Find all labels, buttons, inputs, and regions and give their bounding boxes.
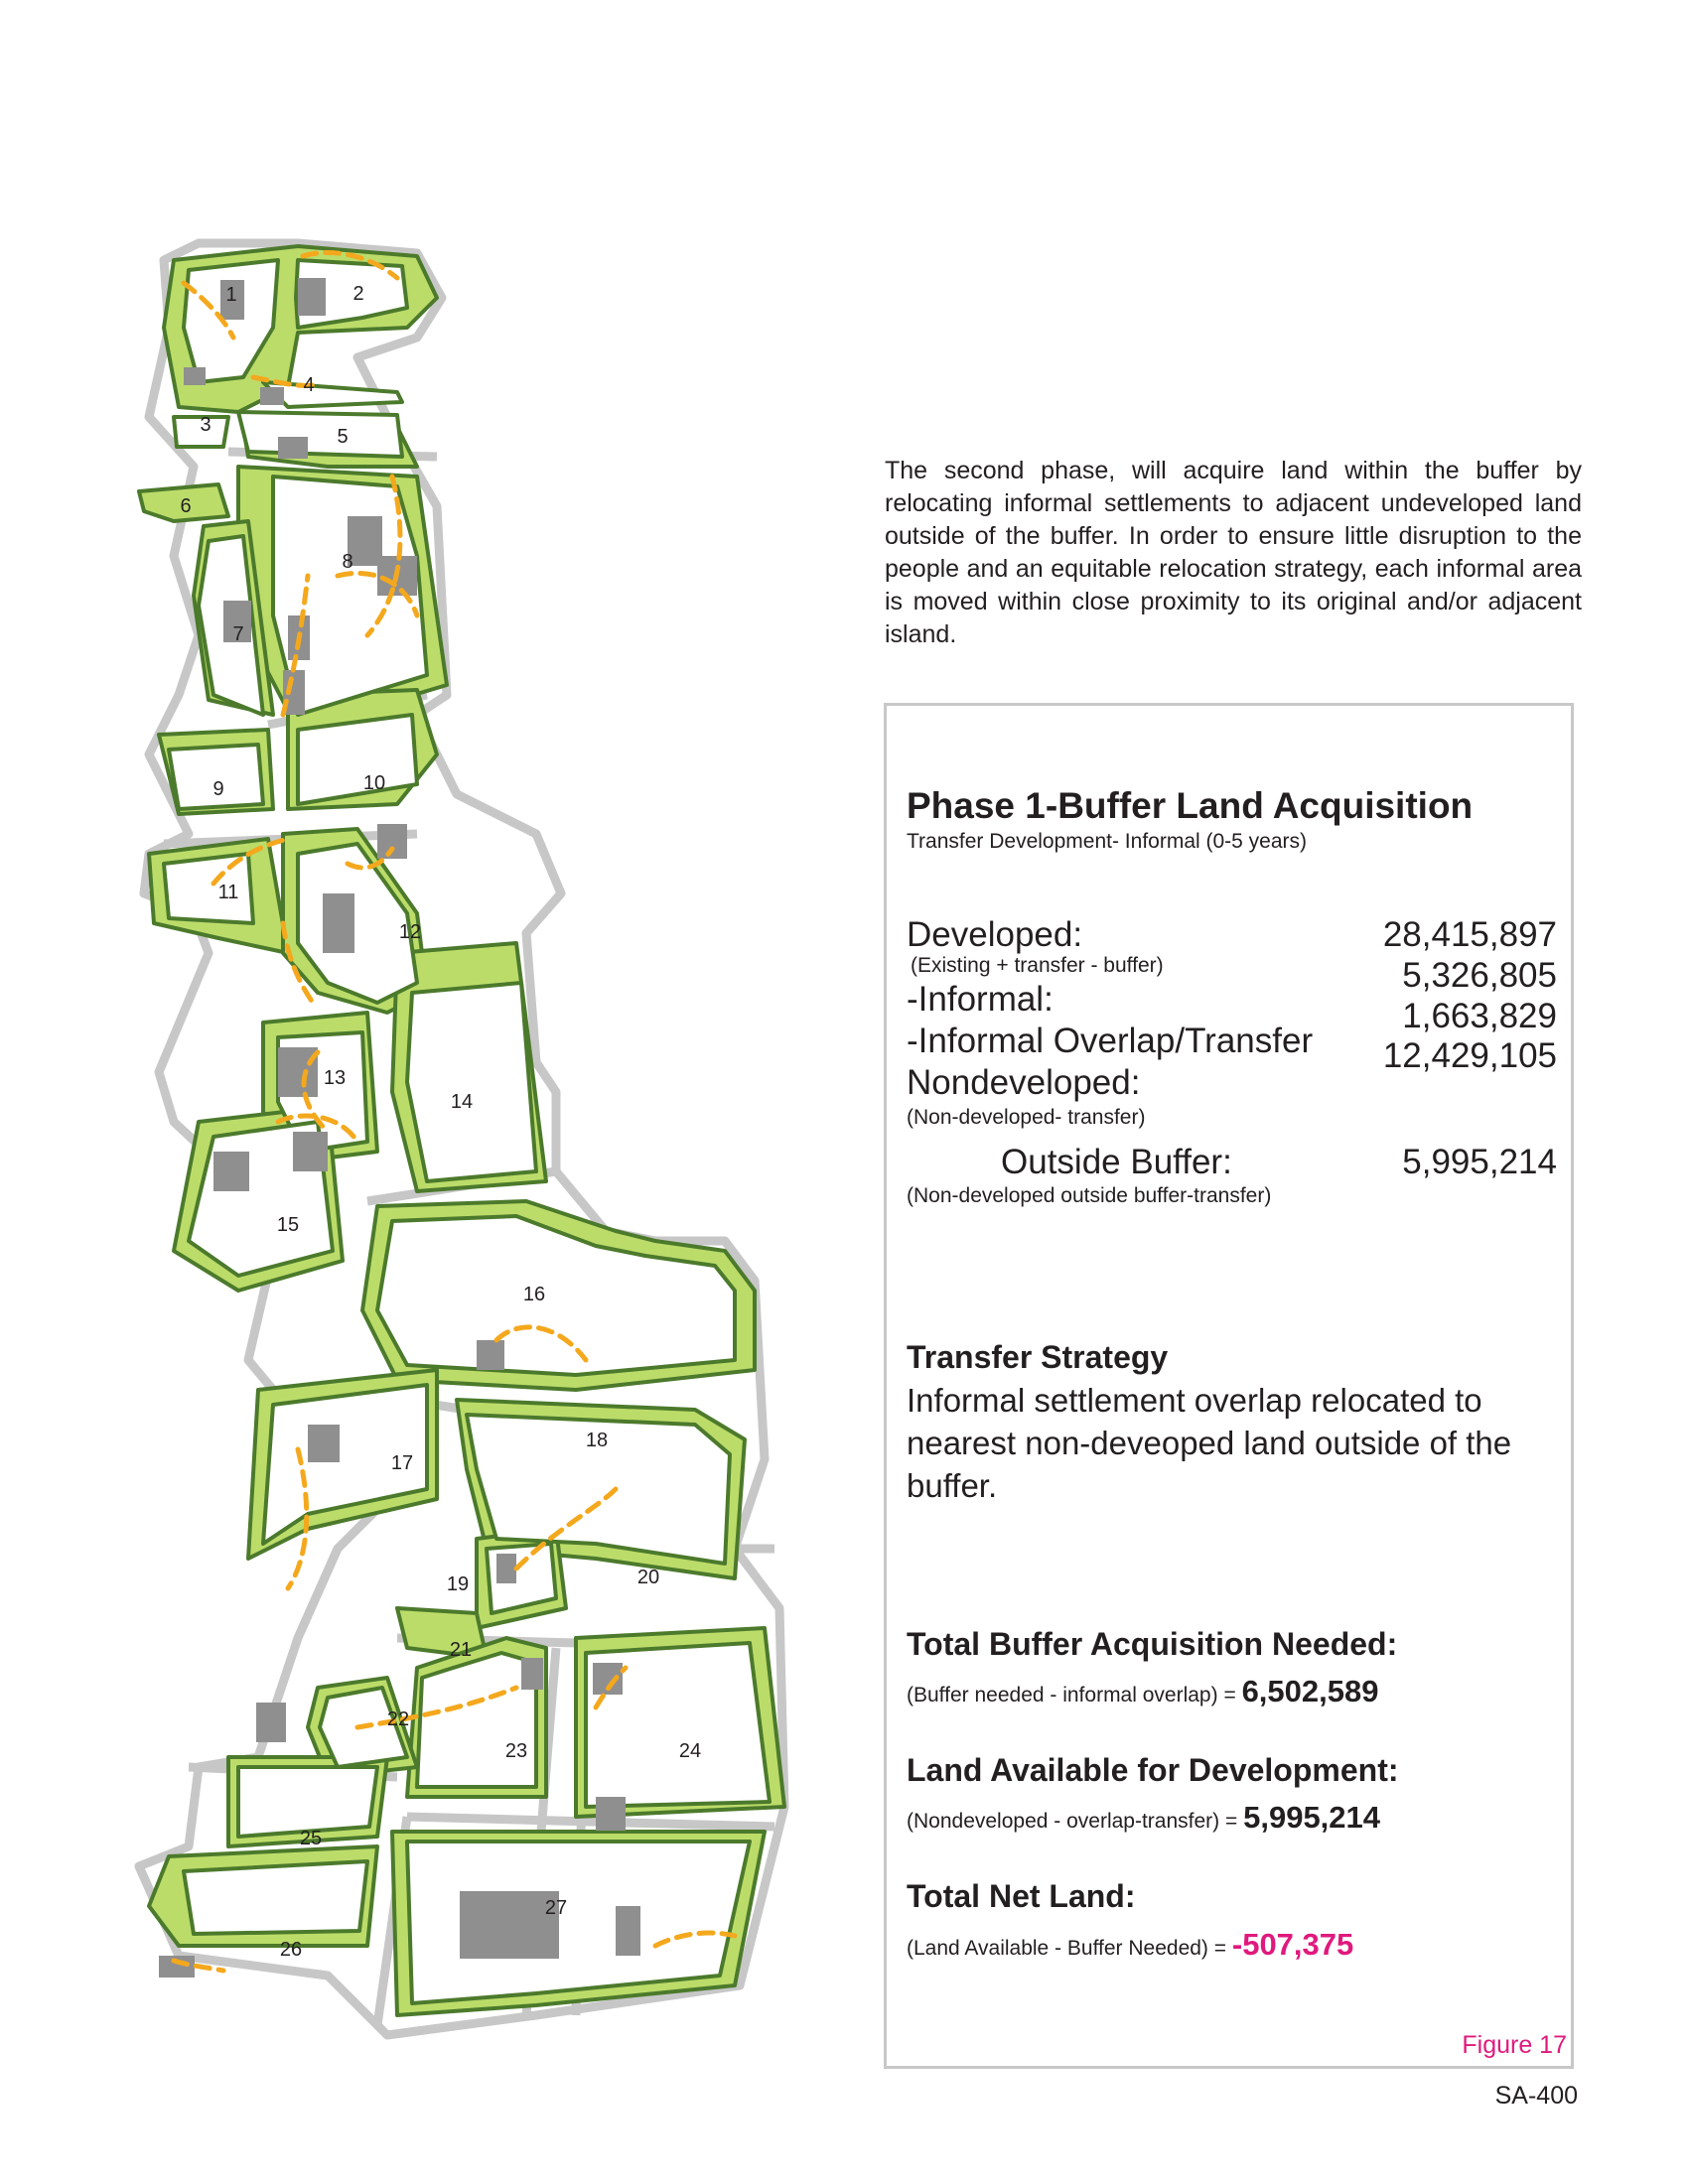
nondeveloped-note: (Non-developed- transfer) — [907, 1106, 1146, 1129]
total-net-land-value: -507,375 — [1231, 1927, 1354, 1962]
island-label: 1 — [225, 284, 237, 306]
nondeveloped-label: Nondeveloped: — [907, 1063, 1141, 1102]
island-label: 12 — [398, 921, 422, 943]
total-net-land-formula: (Land Available - Buffer Needed) = — [907, 1937, 1227, 1960]
sheet-number: SA-400 — [1494, 2082, 1578, 2110]
island-label: 18 — [585, 1430, 609, 1451]
land-available-formula: (Nondeveloped - overlap-transfer) = — [907, 1810, 1238, 1833]
total-buffer-formula: (Buffer needed - informal overlap) = — [907, 1684, 1236, 1706]
transfer-strategy-body: Informal settlement overlap relocated to nearest non-deveoped land outside of the buffer. — [907, 1382, 1512, 1504]
island-label: 2 — [352, 283, 364, 305]
land-available-value: 5,995,214 — [1243, 1800, 1381, 1835]
island-label: 11 — [217, 882, 239, 903]
total-buffer-title: Total Buffer Acquisition Needed: — [907, 1626, 1398, 1662]
transfer-strategy-title: Transfer Strategy — [907, 1339, 1169, 1375]
island-label: 3 — [200, 414, 211, 436]
island-label: 27 — [544, 1897, 568, 1919]
island-label: 14 — [450, 1091, 474, 1113]
total-net-land-line — [907, 1927, 1353, 1963]
island-label: 25 — [299, 1828, 323, 1849]
intro-paragraph: The second phase, will acquire land within the buffer by relocating informal settlements to adjacent undeveloped land outside of the buffer. In order to ensure little disruption to the people and an equitable relocation strategy, each informal area is moved within close proximity to its original and/or adjacent island. — [885, 457, 1582, 648]
figure-label: Figure 17 — [1462, 2031, 1567, 2059]
informal-label: -Informal: — [907, 980, 1054, 1019]
island-label: 10 — [362, 772, 386, 794]
informal-value: 1,663,829 — [1402, 997, 1557, 1035]
island-label: 6 — [180, 495, 192, 517]
total-buffer-line — [907, 1674, 1378, 1709]
island-label: 4 — [303, 374, 315, 396]
existing-transfer-value: 5,326,805 — [1402, 956, 1557, 995]
panel-subtitle: Transfer Development- Informal (0-5 years) — [907, 830, 1308, 853]
informal-overlap-label: -Informal Overlap/Transfer — [907, 1022, 1314, 1060]
island-label: 24 — [678, 1740, 702, 1762]
total-net-land-title: Total Net Land: — [907, 1878, 1136, 1914]
island-label: 17 — [390, 1452, 414, 1474]
total-buffer-value: 6,502,589 — [1241, 1674, 1379, 1708]
developed-note: (Existing + transfer - buffer) — [911, 954, 1164, 977]
island-label: 5 — [337, 426, 349, 448]
island-label: 9 — [212, 778, 224, 800]
informal-overlap-value: 12,429,105 — [1382, 1036, 1557, 1075]
developed-value: 28,415,897 — [1382, 915, 1557, 954]
island-label: 15 — [276, 1214, 300, 1236]
developed-label: Developed: — [907, 915, 1083, 954]
island-label: 20 — [636, 1567, 660, 1588]
island-label: 13 — [323, 1067, 347, 1089]
island-label: 19 — [446, 1573, 470, 1595]
island-label: 22 — [386, 1708, 410, 1730]
outside-buffer-value: 5,995,214 — [1402, 1143, 1557, 1181]
outside-buffer-label: Outside Buffer: — [1001, 1143, 1232, 1181]
acquisition-summary-panel — [884, 703, 1574, 2069]
island-label: 8 — [342, 551, 353, 573]
outside-buffer-note: (Non-developed outside buffer-transfer) — [907, 1184, 1272, 1207]
island-label: 7 — [232, 623, 244, 645]
land-available-title: Land Available for Development: — [907, 1752, 1399, 1788]
island-label: 21 — [449, 1639, 473, 1661]
panel-title: Phase 1-Buffer Land Acquisition — [907, 785, 1474, 826]
land-available-line — [907, 1800, 1380, 1836]
island-label: 23 — [504, 1740, 528, 1762]
island-label: 16 — [522, 1284, 546, 1305]
island-label: 26 — [279, 1939, 303, 1961]
